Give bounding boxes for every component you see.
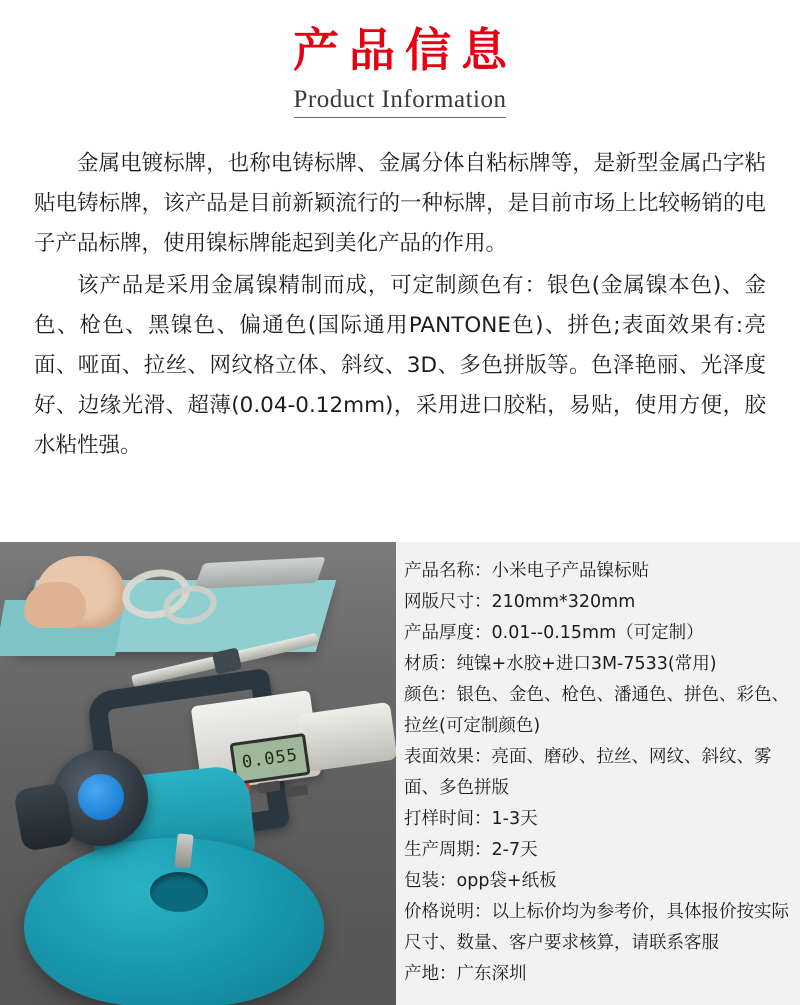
- spec-label: 打样时间：: [404, 809, 492, 829]
- micrometer-adjust-knob: [212, 647, 242, 674]
- spec-label: 颜色：: [404, 685, 457, 705]
- spec-value: 以上标价均为参考价，具体报价按实际尺寸、数量、客户要求核算，请联系客服: [404, 902, 789, 953]
- spec-value: 银色、金色、枪色、潘通色、拼色、彩色、拉丝(可定制颜色): [404, 685, 789, 736]
- spec-value: 亮面、磨砂、拉丝、网纹、斜纹、雾面、多色拼版: [404, 747, 772, 798]
- micrometer-display: 0.055: [229, 733, 310, 785]
- spec-label: 产地：: [404, 964, 457, 984]
- page-title-en: Product Information: [294, 86, 507, 118]
- spec-value: opp袋+纸板: [456, 871, 557, 891]
- spec-label: 表面效果：: [404, 747, 492, 767]
- spec-row: [404, 680, 790, 742]
- intro-paragraph-1: 金属电镀标牌，也称电铸标牌、金属分体自粘标牌等，是新型金属凸字粘贴电铸标牌，该产品是目前新颖流行的一种标牌，是目前市场上比较畅销的电子产品标牌，使用镍标牌能起到美化产品的作用。: [34, 150, 766, 256]
- spec-label: 生产周期：: [404, 840, 492, 860]
- spec-row: [404, 959, 790, 990]
- product-photo: [0, 542, 396, 1005]
- spec-row: [404, 556, 790, 587]
- spec-value: 广东深圳: [456, 964, 527, 984]
- micrometer-hold-button: [285, 785, 308, 798]
- spec-list: [396, 542, 800, 1005]
- product-detail-section: [0, 542, 800, 1005]
- black-lever-knob: [13, 782, 75, 852]
- hand-shape-lower: [24, 582, 86, 628]
- page-header: [0, 0, 800, 118]
- spec-value: 1-3天: [491, 809, 538, 829]
- spec-row: [404, 742, 790, 804]
- blue-knob-cap: [78, 774, 124, 820]
- intro-paragraph-2: 该产品是采用金属镍精制而成，可定制颜色有：银色(金属镍本色)、金色、枪色、黑镍色、偏通色(国际通用PANTONE色)、拼色;表面效果有:亮面、哑面、拉丝、网纹格立体、斜纹、3D、多色拼版等。色泽艳丽、光泽度好、边缘光滑、超薄(0.04-0.12mm)，采用进口胶粘，易贴，使用方便，胶水粘性强。: [34, 272, 766, 458]
- spec-value: 2-7天: [491, 840, 538, 860]
- spec-row: [404, 618, 790, 649]
- spec-label: 价格说明：: [404, 902, 492, 922]
- spec-value: 0.01--0.15mm（可定制）: [491, 623, 704, 643]
- spec-row: [404, 649, 790, 680]
- spec-row: [404, 587, 790, 618]
- spec-label: 材质：: [404, 654, 457, 674]
- spec-row: [404, 835, 790, 866]
- intro-text-block: [34, 144, 766, 466]
- spec-row: [404, 897, 790, 959]
- spec-value: 210mm*320mm: [491, 592, 636, 612]
- product-photo-illustration: [0, 542, 396, 1005]
- micrometer-thimble: [296, 702, 396, 773]
- stand-hole: [150, 872, 208, 912]
- page-title-cn: 产品信息: [293, 23, 517, 77]
- spec-label: 网版尺寸：: [404, 592, 492, 612]
- spec-label: 产品名称：: [404, 561, 492, 581]
- spec-label: 包装：: [404, 871, 457, 891]
- spec-label: 产品厚度：: [404, 623, 492, 643]
- spec-value: 小米电子产品镍标贴: [491, 561, 649, 581]
- spec-row: [404, 804, 790, 835]
- spec-row: [404, 866, 790, 897]
- spec-value: 纯镍+水胶+进口3M-7533(常用): [456, 654, 717, 674]
